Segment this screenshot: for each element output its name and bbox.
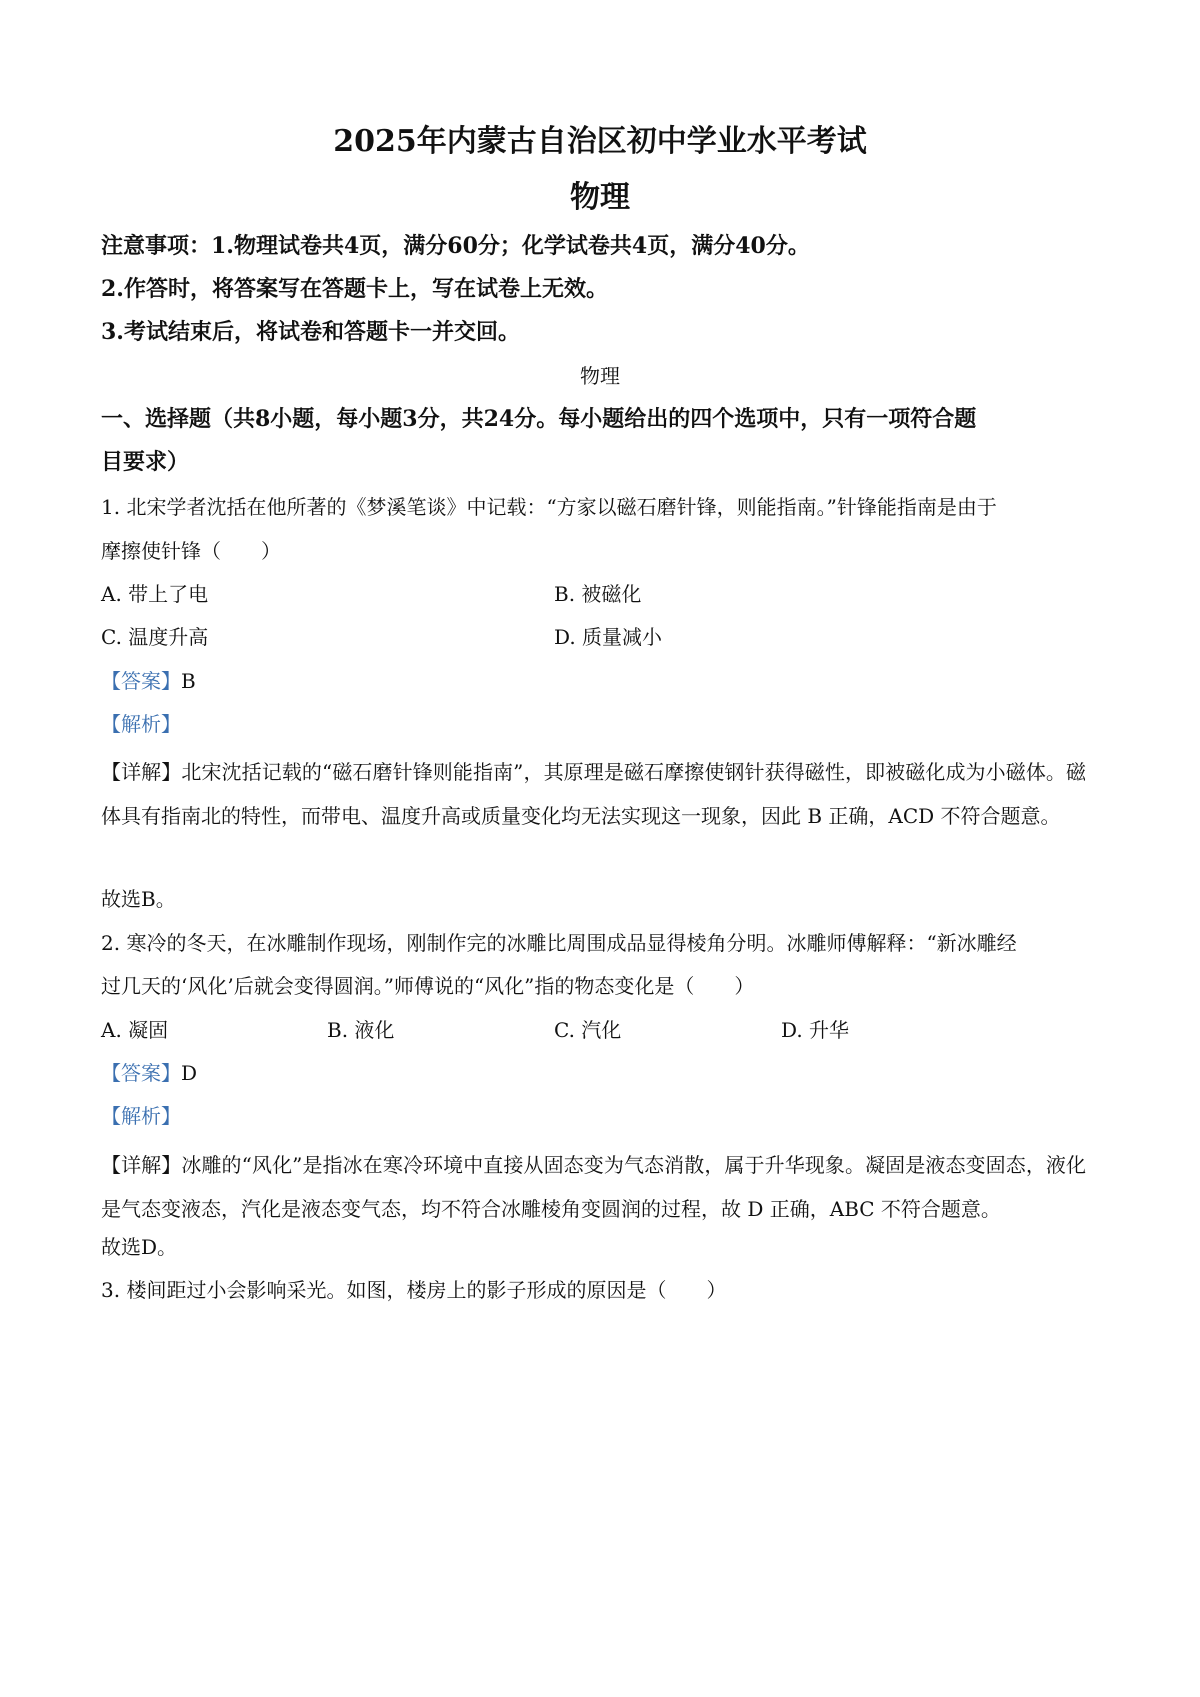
q2-stem-line-1: 2. 寒冷的冬天，在冰雕制作现场，刚制作完的冰雕比周围成品显得棱角分明。冰雕师傅解释：“新冰雕经 — [101, 931, 1017, 955]
q1-option-a: A. 带上了电 — [101, 582, 209, 606]
q1-analysis-label: 【解析】 — [101, 712, 181, 736]
q1-detail — [101, 751, 1086, 838]
q2-detail — [101, 1144, 1086, 1231]
subject-title: 物理 — [570, 180, 630, 215]
q1-option-d: D. 质量减小 — [554, 625, 663, 649]
q1-stem-line-1: 1. 北宋学者沈括在他所著的《梦溪笔谈》中记载：“方家以磁石磨针锋，则能指南。”针锋能指南是由于 — [101, 495, 997, 519]
q2-analysis-label: 【解析】 — [101, 1104, 181, 1128]
q2-stem-line-2: 过几天的‘风化’后就会变得圆润。”师傅说的“风化”指的物态变化是（ ） — [101, 974, 755, 998]
q1-answer-label: 【答案】 — [101, 669, 181, 693]
q2-answer-label: 【答案】 — [101, 1061, 181, 1085]
q2-option-a: A. 凝固 — [101, 1018, 169, 1042]
q1-stem-line-2: 摩擦使针锋（ ） — [101, 539, 281, 563]
notes-line-1: 注意事项：1.物理试卷共4页，满分60分；化学试卷共4页，满分40分。 — [101, 233, 810, 259]
notes-line-3: 3.考试结束后，将试卷和答题卡一并交回。 — [101, 319, 520, 345]
q3-stem: 3. 楼间距过小会影响采光。如图，楼房上的影子形成的原因是（ ） — [101, 1278, 727, 1302]
q2-answer-value: D — [181, 1061, 198, 1085]
q1-detail-label: 【详解】 — [101, 760, 182, 784]
section-subject: 物理 — [580, 364, 620, 388]
q1-answer — [101, 665, 196, 694]
q1-detail-text: 北宋沈括记载的“磁石磨针锋则能指南”，其原理是磁石摩擦使钢针获得磁性，即被磁化成为小磁体。磁体具有指南北的特性，而带电、温度升高或质量变化均无法实现这一现象，因此 B 正确，ACD 不符合题意。 — [101, 760, 1086, 828]
q2-conclusion: 故选D。 — [101, 1235, 178, 1259]
q2-detail-text: 冰雕的“风化”是指冰在寒冷环境中直接从固态变为气态消散，属于升华现象。凝固是液态变固态，液化是气态变液态，汽化是液态变气态，均不符合冰雕棱角变圆润的过程，故 D 正确，ABC 不符合题意。 — [101, 1153, 1086, 1221]
q2-answer — [101, 1057, 197, 1086]
q1-conclusion: 故选B。 — [101, 887, 176, 911]
notes-line-2: 2.作答时，将答案写在答题卡上，写在试卷上无效。 — [101, 276, 608, 302]
section-heading-line-2: 目要求） — [101, 449, 190, 475]
section-heading-line-1: 一、选择题（共8小题，每小题3分，共24分。每小题给出的四个选项中，只有一项符合题 — [101, 406, 977, 432]
q1-option-b: B. 被磁化 — [554, 582, 642, 606]
q2-detail-label: 【详解】 — [101, 1153, 182, 1177]
q2-option-d: D. 升华 — [781, 1018, 850, 1042]
q1-option-c: C. 温度升高 — [101, 625, 209, 649]
q1-answer-value: B — [181, 669, 196, 693]
exam-title: 2025年内蒙古自治区初中学业水平考试 — [333, 124, 867, 159]
q2-option-b: B. 液化 — [327, 1018, 395, 1042]
q2-option-c: C. 汽化 — [554, 1018, 622, 1042]
